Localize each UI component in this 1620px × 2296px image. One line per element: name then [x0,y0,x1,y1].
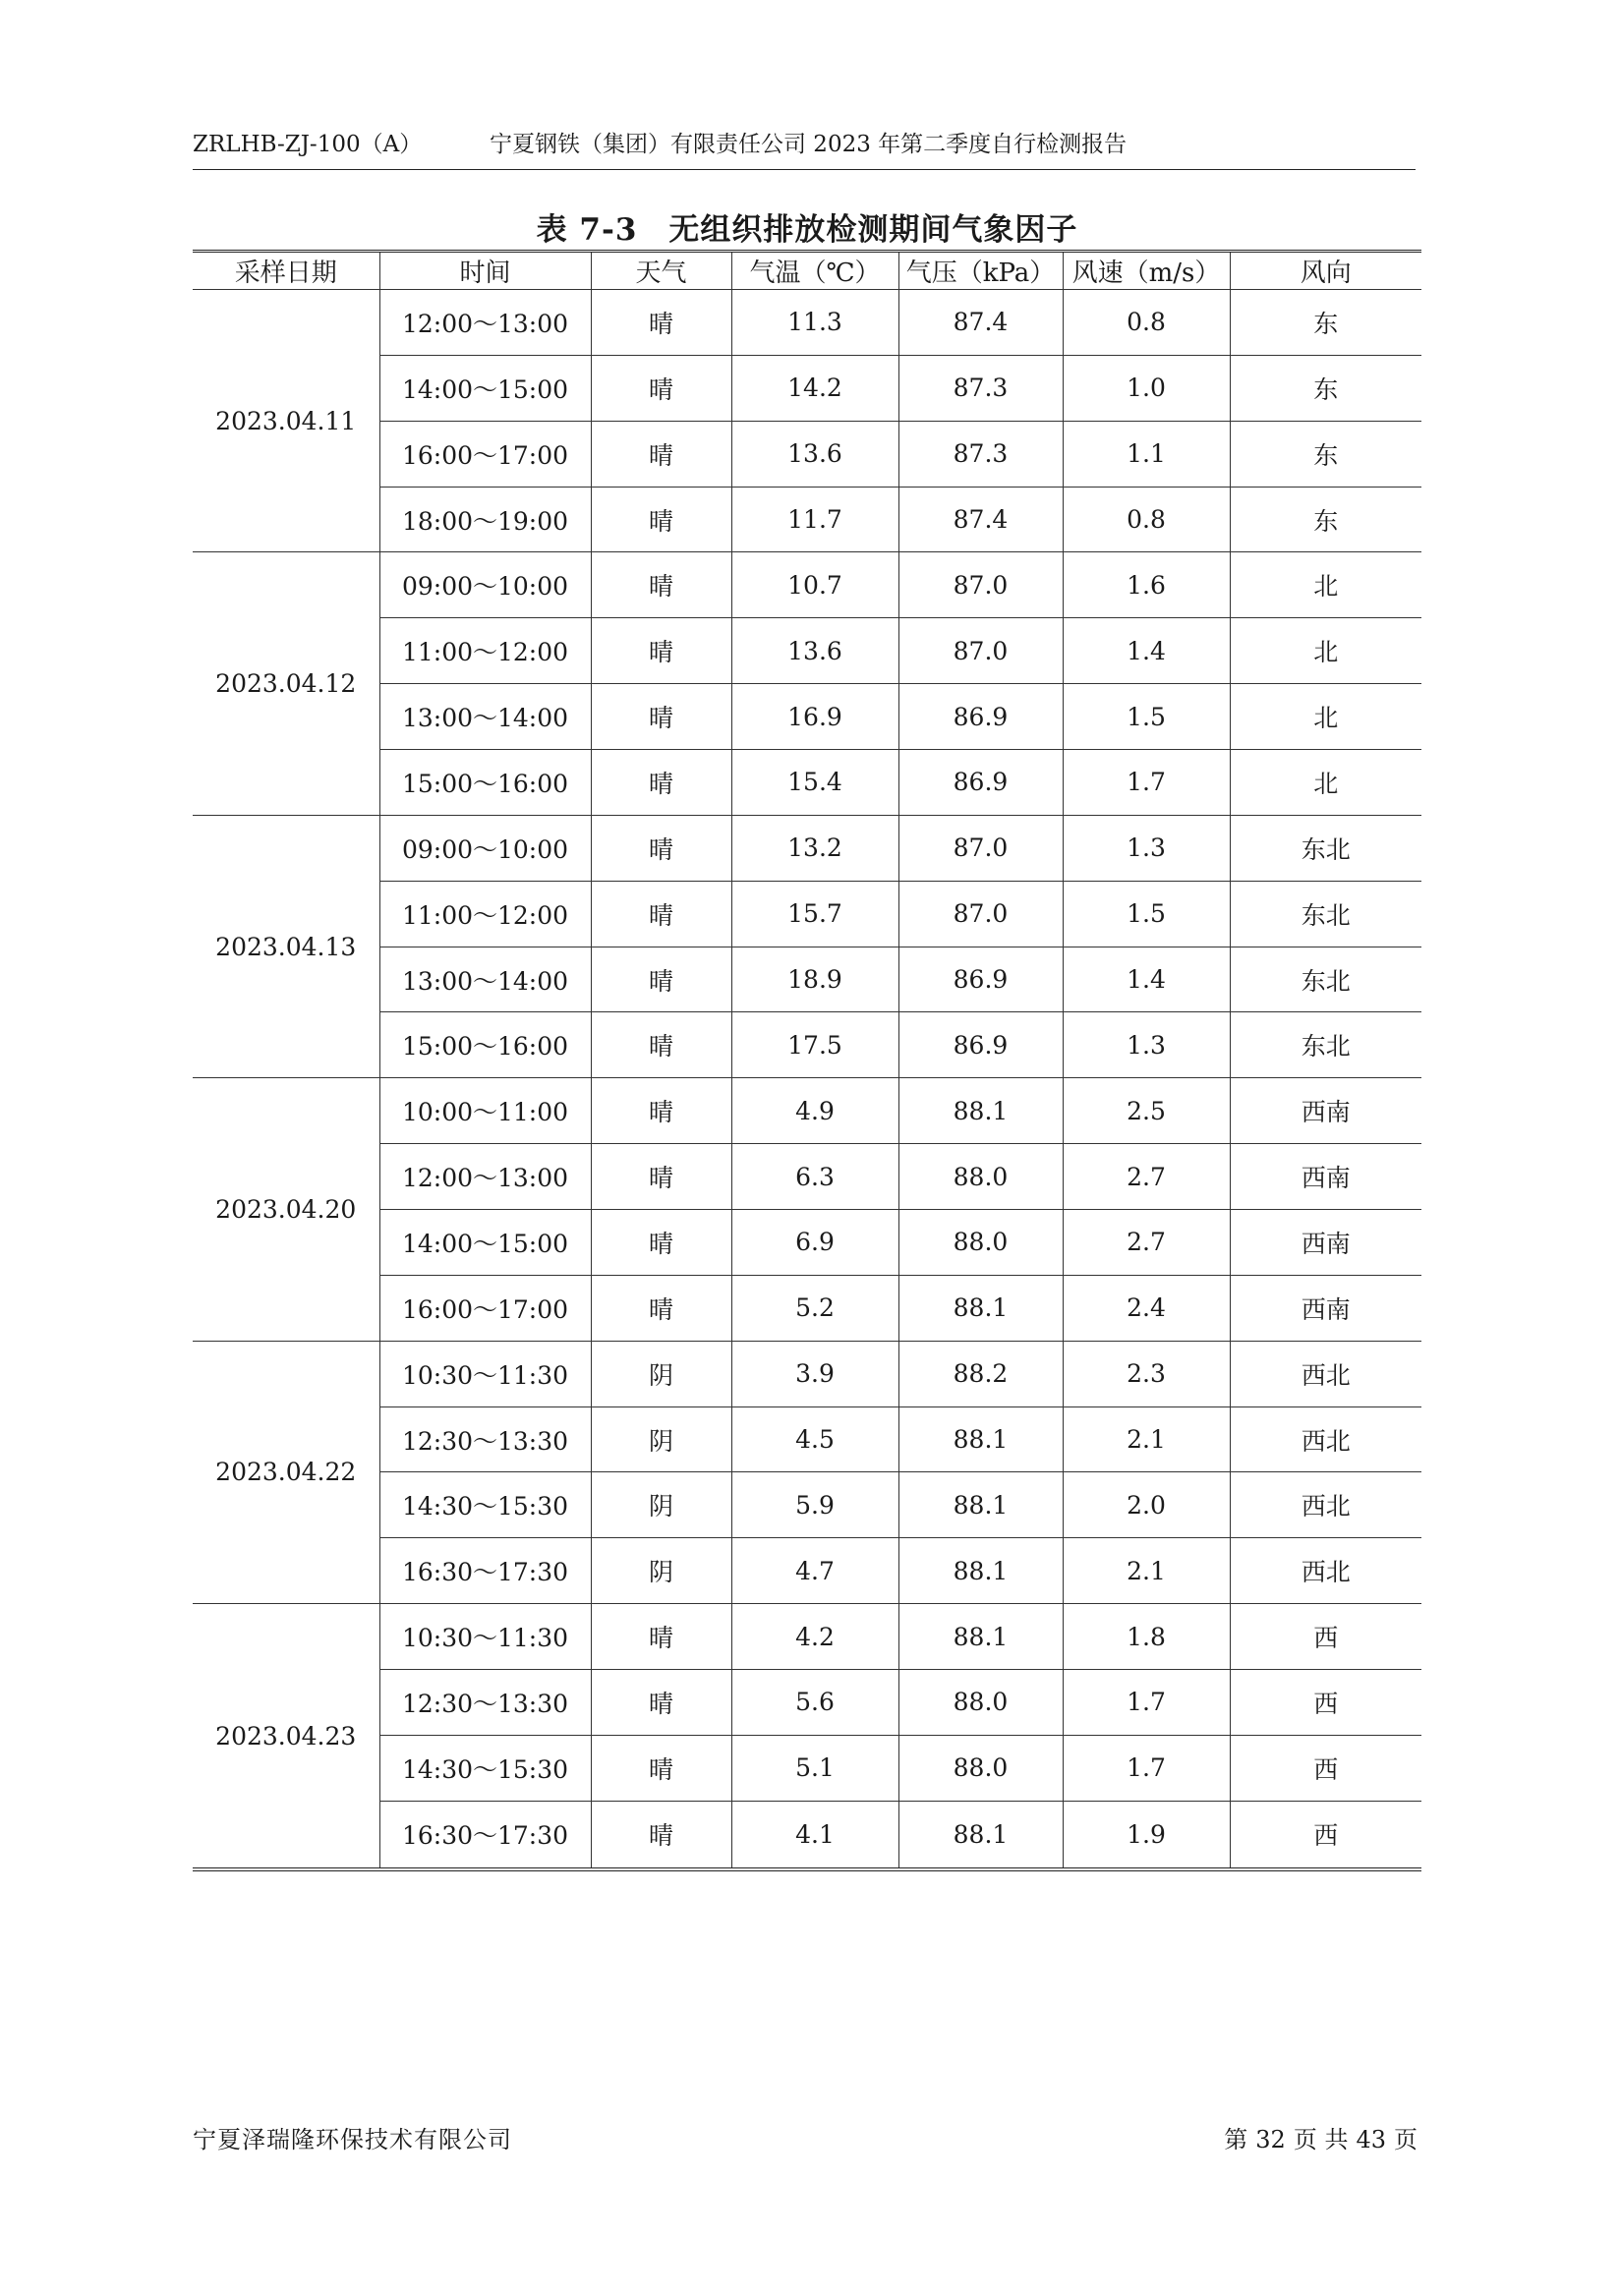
cell-wind-direction: 东 [1230,355,1421,421]
cell-wind-direction: 西南 [1230,1210,1421,1276]
cell-wind-direction: 西北 [1230,1341,1421,1406]
cell-wind-speed: 1.7 [1063,1670,1230,1736]
col-header-wind-direction: 风向 [1230,252,1421,290]
cell-wind-speed: 2.7 [1063,1144,1230,1210]
cell-time: 11:00～12:00 [379,618,591,684]
cell-temperature: 13.6 [731,421,898,487]
cell-sampling-date: 2023.04.23 [193,1604,379,1869]
cell-weather: 阴 [591,1472,731,1538]
report-title: 宁夏钢铁（集团）有限责任公司 2023 年第二季度自行检测报告 [490,132,1128,157]
cell-pressure: 88.0 [898,1670,1063,1736]
cell-pressure: 87.0 [898,618,1063,684]
cell-wind-direction: 北 [1230,618,1421,684]
cell-wind-direction: 北 [1230,750,1421,816]
cell-weather: 晴 [591,1078,731,1144]
cell-weather: 阴 [591,1538,731,1604]
cell-time: 16:30～17:30 [379,1538,591,1604]
cell-wind-direction: 东北 [1230,947,1421,1012]
cell-temperature: 11.7 [731,487,898,552]
cell-pressure: 86.9 [898,750,1063,816]
cell-pressure: 86.9 [898,947,1063,1012]
cell-wind-speed: 1.6 [1063,552,1230,618]
cell-temperature: 5.9 [731,1472,898,1538]
cell-pressure: 88.0 [898,1735,1063,1801]
col-header-weather: 天气 [591,252,731,290]
cell-temperature: 16.9 [731,684,898,750]
cell-pressure: 86.9 [898,1012,1063,1078]
cell-temperature: 17.5 [731,1012,898,1078]
cell-pressure: 87.4 [898,487,1063,552]
table-body [193,290,1421,1870]
cell-pressure: 88.1 [898,1078,1063,1144]
cell-time: 10:00～11:00 [379,1078,591,1144]
cell-pressure: 88.1 [898,1406,1063,1472]
cell-temperature: 5.2 [731,1275,898,1341]
cell-weather: 晴 [591,947,731,1012]
cell-wind-direction: 东北 [1230,881,1421,947]
table-row [193,815,1421,881]
cell-wind-speed: 1.3 [1063,1012,1230,1078]
cell-weather: 晴 [591,487,731,552]
cell-time: 14:30～15:30 [379,1735,591,1801]
cell-pressure: 87.0 [898,881,1063,947]
cell-wind-direction: 西南 [1230,1078,1421,1144]
cell-sampling-date: 2023.04.12 [193,552,379,815]
cell-time: 12:30～13:30 [379,1670,591,1736]
cell-time: 14:30～15:30 [379,1472,591,1538]
cell-wind-speed: 2.1 [1063,1538,1230,1604]
page-current: 32 [1255,2126,1286,2153]
cell-time: 12:30～13:30 [379,1406,591,1472]
table-row [193,1604,1421,1670]
cell-weather: 晴 [591,881,731,947]
cell-time: 09:00～10:00 [379,552,591,618]
cell-wind-direction: 西北 [1230,1538,1421,1604]
cell-time: 14:00～15:00 [379,355,591,421]
cell-wind-direction: 西北 [1230,1406,1421,1472]
cell-weather: 晴 [591,1801,731,1869]
cell-pressure: 88.0 [898,1210,1063,1276]
cell-pressure: 88.1 [898,1472,1063,1538]
table-row [193,1078,1421,1144]
cell-wind-speed: 1.5 [1063,684,1230,750]
cell-sampling-date: 2023.04.11 [193,290,379,552]
page-total: 43 [1356,2126,1386,2153]
cell-wind-direction: 西 [1230,1801,1421,1869]
cell-wind-direction: 西南 [1230,1275,1421,1341]
document-code: ZRLHB-ZJ-100（A） [193,132,423,157]
cell-wind-direction: 西北 [1230,1472,1421,1538]
cell-sampling-date: 2023.04.22 [193,1341,379,1603]
cell-pressure: 87.3 [898,355,1063,421]
cell-temperature: 13.2 [731,815,898,881]
cell-wind-direction: 北 [1230,684,1421,750]
cell-pressure: 88.1 [898,1604,1063,1670]
cell-weather: 晴 [591,1012,731,1078]
page-number [1220,2123,1421,2156]
col-header-temperature: 气温（℃） [731,252,898,290]
cell-temperature: 10.7 [731,552,898,618]
cell-wind-speed: 0.8 [1063,487,1230,552]
cell-weather: 晴 [591,618,731,684]
cell-temperature: 15.4 [731,750,898,816]
cell-weather: 晴 [591,1210,731,1276]
cell-pressure: 87.4 [898,290,1063,356]
cell-time: 13:00～14:00 [379,947,591,1012]
cell-time: 18:00～19:00 [379,487,591,552]
page-mid: 页 共 [1293,2126,1349,2153]
cell-wind-direction: 北 [1230,552,1421,618]
cell-wind-speed: 1.7 [1063,1735,1230,1801]
cell-time: 16:30～17:30 [379,1801,591,1869]
cell-wind-speed: 0.8 [1063,290,1230,356]
col-header-time: 时间 [379,252,591,290]
cell-pressure: 87.0 [898,552,1063,618]
cell-wind-speed: 2.0 [1063,1472,1230,1538]
cell-weather: 晴 [591,750,731,816]
col-header-date: 采样日期 [193,252,379,290]
cell-temperature: 4.2 [731,1604,898,1670]
cell-time: 15:00～16:00 [379,750,591,816]
cell-time: 12:00～13:00 [379,1144,591,1210]
cell-time: 16:00～17:00 [379,1275,591,1341]
cell-temperature: 14.2 [731,355,898,421]
cell-wind-direction: 东北 [1230,815,1421,881]
footer-company: 宁夏泽瑞隆环保技术有限公司 [193,2126,512,2153]
cell-weather: 晴 [591,815,731,881]
cell-temperature: 11.3 [731,290,898,356]
col-header-wind-speed: 风速（m/s） [1063,252,1230,290]
cell-time: 12:00～13:00 [379,290,591,356]
cell-wind-speed: 1.4 [1063,618,1230,684]
cell-pressure: 86.9 [898,684,1063,750]
cell-wind-speed: 2.3 [1063,1341,1230,1406]
header-rule [193,169,1416,170]
cell-temperature: 4.7 [731,1538,898,1604]
cell-temperature: 3.9 [731,1341,898,1406]
cell-time: 11:00～12:00 [379,881,591,947]
cell-pressure: 88.1 [898,1801,1063,1869]
cell-weather: 晴 [591,1670,731,1736]
cell-wind-speed: 2.4 [1063,1275,1230,1341]
cell-wind-direction: 东 [1230,487,1421,552]
cell-pressure: 87.3 [898,421,1063,487]
cell-wind-direction: 东 [1230,290,1421,356]
cell-time: 14:00～15:00 [379,1210,591,1276]
table-row [193,1341,1421,1406]
cell-weather: 阴 [591,1406,731,1472]
cell-time: 10:30～11:30 [379,1604,591,1670]
cell-weather: 晴 [591,1275,731,1341]
cell-pressure: 88.0 [898,1144,1063,1210]
cell-wind-speed: 2.7 [1063,1210,1230,1276]
cell-temperature: 4.5 [731,1406,898,1472]
cell-temperature: 5.6 [731,1670,898,1736]
cell-time: 16:00～17:00 [379,421,591,487]
cell-wind-direction: 西 [1230,1670,1421,1736]
cell-time: 09:00～10:00 [379,815,591,881]
cell-weather: 晴 [591,1144,731,1210]
cell-wind-speed: 1.1 [1063,421,1230,487]
cell-wind-direction: 东 [1230,421,1421,487]
cell-sampling-date: 2023.04.13 [193,815,379,1077]
cell-wind-direction: 西南 [1230,1144,1421,1210]
cell-wind-speed: 1.5 [1063,881,1230,947]
cell-temperature: 6.9 [731,1210,898,1276]
cell-wind-direction: 西 [1230,1604,1421,1670]
cell-temperature: 4.9 [731,1078,898,1144]
cell-temperature: 18.9 [731,947,898,1012]
cell-temperature: 13.6 [731,618,898,684]
cell-weather: 阴 [591,1341,731,1406]
cell-temperature: 6.3 [731,1144,898,1210]
cell-wind-speed: 2.1 [1063,1406,1230,1472]
cell-wind-speed: 1.4 [1063,947,1230,1012]
cell-time: 15:00～16:00 [379,1012,591,1078]
cell-wind-speed: 1.7 [1063,750,1230,816]
meteorological-factors-table [193,250,1421,1871]
cell-weather: 晴 [591,421,731,487]
cell-pressure: 87.0 [898,815,1063,881]
cell-weather: 晴 [591,290,731,356]
table-title: 表 7-3 无组织排放检测期间气象因子 [536,212,1078,248]
page-prefix: 第 [1224,2126,1248,2153]
table-row [193,552,1421,618]
cell-temperature: 15.7 [731,881,898,947]
cell-time: 10:30～11:30 [379,1341,591,1406]
cell-weather: 晴 [591,684,731,750]
cell-pressure: 88.2 [898,1341,1063,1406]
page-suffix: 页 [1394,2126,1418,2153]
cell-wind-speed: 1.9 [1063,1801,1230,1869]
cell-sampling-date: 2023.04.20 [193,1078,379,1341]
cell-wind-direction: 东北 [1230,1012,1421,1078]
cell-weather: 晴 [591,552,731,618]
cell-time: 13:00～14:00 [379,684,591,750]
cell-weather: 晴 [591,355,731,421]
cell-wind-speed: 1.3 [1063,815,1230,881]
cell-temperature: 5.1 [731,1735,898,1801]
cell-pressure: 88.1 [898,1538,1063,1604]
cell-wind-direction: 西 [1230,1735,1421,1801]
cell-weather: 晴 [591,1735,731,1801]
cell-wind-speed: 2.5 [1063,1078,1230,1144]
col-header-pressure: 气压（kPa） [898,252,1063,290]
table-header-row [193,252,1421,290]
cell-weather: 晴 [591,1604,731,1670]
cell-wind-speed: 1.8 [1063,1604,1230,1670]
cell-wind-speed: 1.0 [1063,355,1230,421]
table-row [193,290,1421,356]
cell-temperature: 4.1 [731,1801,898,1869]
cell-pressure: 88.1 [898,1275,1063,1341]
